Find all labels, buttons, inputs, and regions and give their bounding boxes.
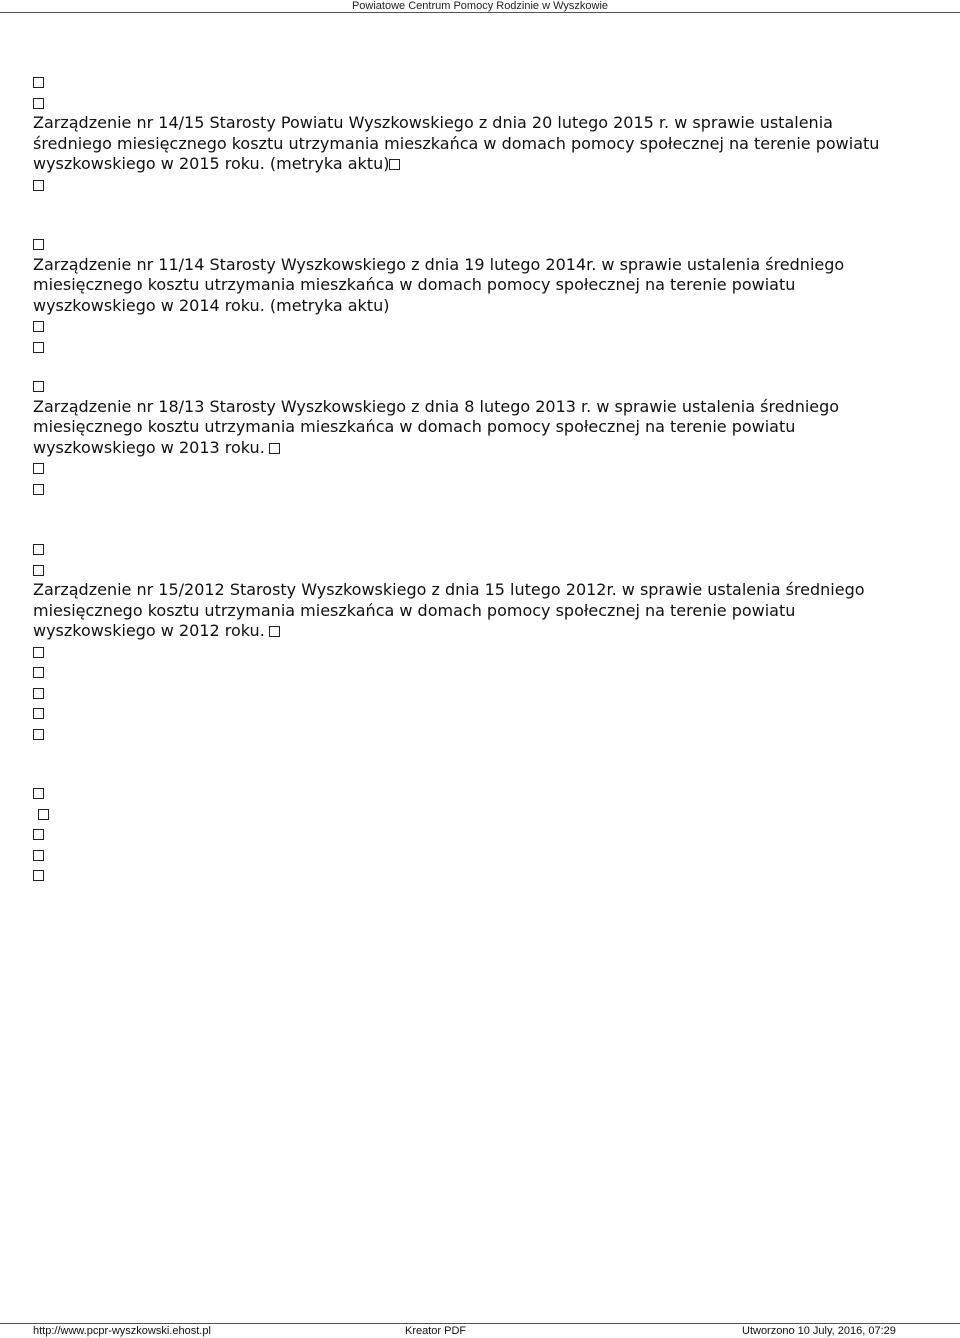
entry-4-line-2: miesięcznego kosztu utrzymania mieszkańca w domach pomocy społecznej na terenie powiatu (33, 600, 796, 620)
placeholder-glyph-icon (33, 850, 44, 861)
footer-created-date: Utworzono 10 July, 2016, 07:29 (742, 1325, 896, 1337)
placeholder-glyph-icon (269, 626, 280, 637)
placeholder-glyph-icon (33, 463, 44, 474)
page-header (0, 0, 960, 12)
placeholder-glyph-icon (33, 708, 44, 719)
document-block-5 (33, 783, 938, 886)
entry-2-line-3: wyszkowskiego w 2014 roku. (metryka aktu) (33, 295, 390, 315)
entry-3-line-2: miesięcznego kosztu utrzymania mieszkańca w domach pomocy społecznej na terenie powiatu (33, 417, 796, 436)
placeholder-glyph-icon (33, 870, 44, 881)
footer-divider (0, 1323, 960, 1324)
placeholder-glyph-icon (389, 159, 400, 170)
placeholder-glyph-icon (33, 688, 44, 699)
placeholder-glyph-icon (33, 381, 44, 392)
placeholder-glyph-icon (33, 180, 44, 191)
placeholder-glyph-icon (33, 544, 44, 555)
placeholder-glyph-icon (33, 647, 44, 658)
header-divider (0, 12, 960, 13)
placeholder-glyph-icon (33, 667, 44, 678)
document-block-4 (33, 539, 938, 744)
entry-2-line-1: Zarządzenie nr 11/14 Starosty Wyszkowskiego z dnia 19 lutego 2014r. w sprawie ustalenia średniego (33, 254, 845, 274)
document-block-2 (33, 234, 938, 357)
entry-2-line-2: miesięcznego kosztu utrzymania mieszkańca w domach pomocy społecznej na terenie powiatu (33, 275, 796, 294)
placeholder-glyph-icon (33, 98, 44, 109)
placeholder-glyph-icon (33, 77, 44, 88)
entry-1-line-1: Zarządzenie nr 14/15 Starosty Powiatu Wyszkowskiego z dnia 20 lutego 2015 r. w sprawie ustalenia (33, 113, 833, 132)
entry-1-line-2: średniego miesięcznego kosztu utrzymania mieszkańca w domach pomocy społecznej na terenie powiatu (33, 133, 880, 153)
placeholder-glyph-icon (33, 484, 44, 495)
footer-url[interactable]: http://www.pcpr-wyszkowski.ehost.pl (33, 1325, 211, 1337)
placeholder-glyph-icon (33, 342, 44, 353)
placeholder-glyph-icon (38, 809, 49, 820)
placeholder-glyph-icon (33, 239, 44, 250)
entry-4-line-3: wyszkowskiego w 2012 roku. (33, 621, 265, 640)
entry-4-line-1: Zarządzenie nr 15/2012 Starosty Wyszkowskiego z dnia 15 lutego 2012r. w sprawie ustalenia średniego (33, 580, 865, 599)
document-block-1 (33, 72, 938, 195)
entry-3-line-1: Zarządzenie nr 18/13 Starosty Wyszkowskiego z dnia 8 lutego 2013 r. w sprawie ustalenia średniego (33, 396, 840, 416)
placeholder-glyph-icon (269, 443, 280, 454)
placeholder-glyph-icon (33, 729, 44, 740)
entry-3-line-3: wyszkowskiego w 2013 roku. (33, 437, 265, 457)
entry-1-line-3: wyszkowskiego w 2015 roku. (metryka aktu) (33, 154, 390, 173)
footer-generator: Kreator PDF (405, 1325, 467, 1337)
placeholder-glyph-icon (33, 565, 44, 576)
placeholder-glyph-icon (33, 788, 44, 799)
placeholder-glyph-icon (33, 829, 44, 840)
placeholder-glyph-icon (33, 321, 44, 332)
document-block-3 (33, 376, 938, 499)
page-header-title: Powiatowe Centrum Pomocy Rodzinie w Wyszkowie (351, 0, 609, 12)
